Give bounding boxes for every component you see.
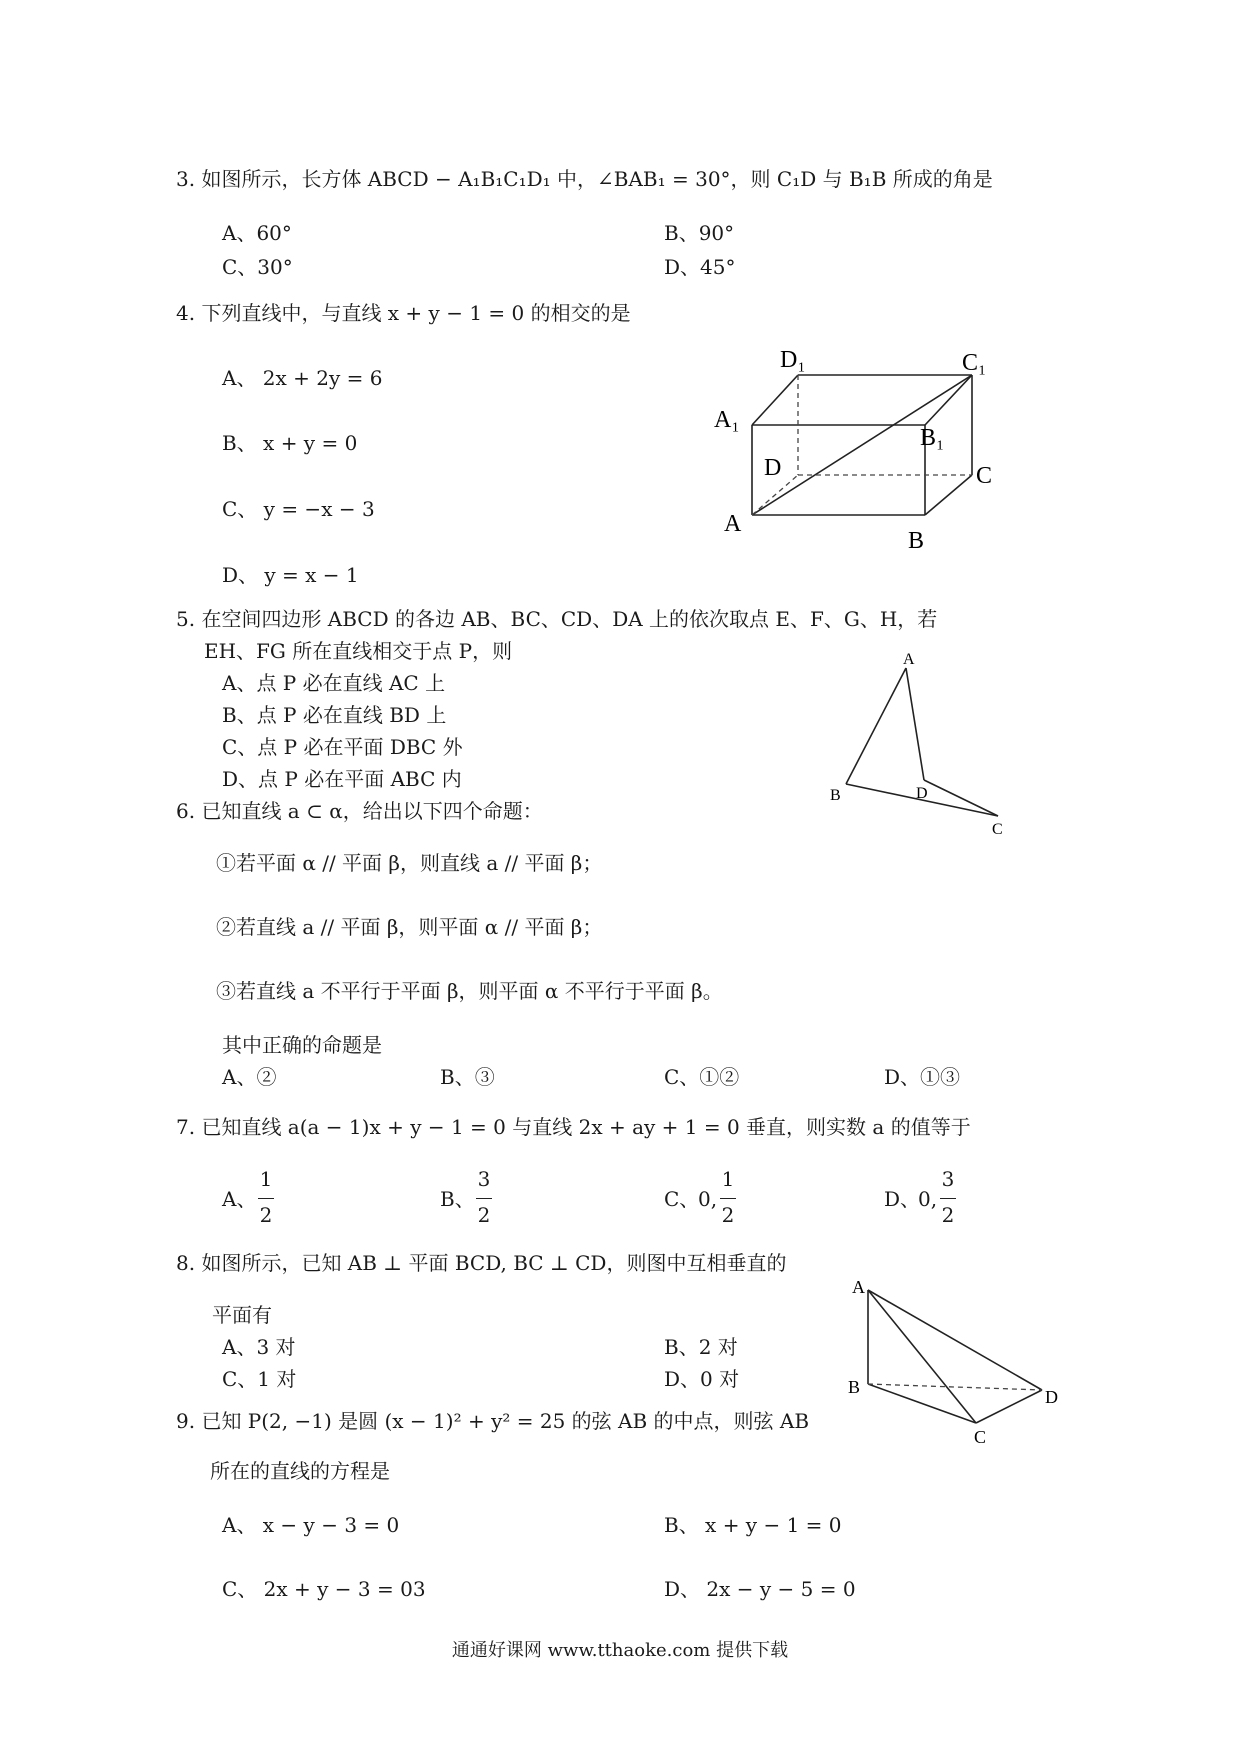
q8-option-c: C、1 对 <box>222 1367 297 1391</box>
tetrahedron-figure <box>840 1275 1070 1450</box>
quad-label-b: B <box>830 787 841 804</box>
q7-option-c-bar <box>720 1198 736 1199</box>
q6-option-d: D、①③ <box>884 1065 961 1089</box>
q6-option-b: B、③ <box>440 1065 495 1089</box>
quad-label-d: D <box>916 785 928 802</box>
q9-stem: 9. 已知 P(2, −1) 是圆 (x − 1)² + y² = 25 的弦 AB 的中点，则弦 AB <box>176 1409 810 1433</box>
q7-option-a-label: A、 <box>222 1187 257 1211</box>
q7-option-b-bar <box>476 1198 492 1199</box>
q4-option-b: B、 x + y = 0 <box>222 431 358 455</box>
q7-option-c-label: C、 <box>664 1187 700 1211</box>
cuboid-label-d1: D₁ <box>780 347 806 373</box>
q6-prop-3: ③若直线 a 不平行于平面 β，则平面 α 不平行于平面 β。 <box>216 979 723 1003</box>
q6-prop-2: ②若直线 a // 平面 β，则平面 α // 平面 β； <box>216 915 603 939</box>
q8-option-b: B、2 对 <box>664 1335 738 1359</box>
cuboid-label-a: A <box>724 511 742 537</box>
q5-option-c: C、点 P 必在平面 DBC 外 <box>222 735 463 759</box>
q7-option-b-num: 3 <box>477 1167 491 1191</box>
q8-stem-line2: 平面有 <box>212 1303 272 1327</box>
q4-option-a: A、 2x + 2y = 6 <box>222 366 383 390</box>
q5-option-d: D、点 P 必在平面 ABC 内 <box>222 767 462 791</box>
q9-option-b: B、 x + y − 1 = 0 <box>664 1513 842 1537</box>
cuboid-label-c: C <box>976 463 993 489</box>
q7-option-c-den: 2 <box>721 1203 735 1227</box>
tetra-label-d: D <box>1045 1387 1058 1407</box>
q7-option-d-pre: 0, <box>918 1187 938 1211</box>
q4-option-d: D、 y = x − 1 <box>222 563 359 587</box>
quad-label-c: C <box>992 821 1003 838</box>
q8-stem: 8. 如图所示，已知 AB ⊥ 平面 BCD, BC ⊥ CD，则图中互相垂直的 <box>176 1251 787 1275</box>
q7-option-a-bar <box>258 1198 274 1199</box>
q6-prop-1: ①若平面 α // 平面 β，则直线 a // 平面 β； <box>216 851 603 875</box>
q9-option-c: C、 2x + y − 3 = 03 <box>222 1577 426 1601</box>
q7-option-d-label: D、 <box>884 1187 921 1211</box>
tetra-label-c: C <box>974 1427 987 1447</box>
q5-stem-line2: EH、FG 所在直线相交于点 P，则 <box>204 639 513 663</box>
q6-option-c: C、①② <box>664 1065 740 1089</box>
q5-option-a: A、点 P 必在直线 AC 上 <box>222 671 446 695</box>
tetra-label-a: A <box>852 1277 865 1297</box>
q7-option-b-label: B、 <box>440 1187 475 1211</box>
quad-label-a: A <box>903 651 915 668</box>
q6-stem: 6. 已知直线 a ⊂ α，给出以下四个命题： <box>176 799 543 823</box>
cuboid-label-a1: A₁ <box>714 407 740 433</box>
q4-option-c: C、 y = −x − 3 <box>222 497 375 521</box>
q7-stem: 7. 已知直线 a(a − 1)x + y − 1 = 0 与直线 2x + ay + 1 = 0 垂直，则实数 a 的值等于 <box>176 1115 971 1139</box>
q7-option-a-num: 1 <box>259 1167 273 1191</box>
q4-stem: 4. 下列直线中，与直线 x + y − 1 = 0 的相交的是 <box>176 301 631 325</box>
q3-option-c: C、30° <box>222 255 293 279</box>
tetra-label-b: B <box>848 1377 861 1397</box>
q7-option-d-den: 2 <box>941 1203 955 1227</box>
page-footer: 通通好课网 www.tthaoke.com 提供下载 <box>451 1640 789 1661</box>
q5-stem-line1: 5. 在空间四边形 ABCD 的各边 AB、BC、CD、DA 上的依次取点 E、F、G、H，若 <box>176 607 938 631</box>
q9-option-d: D、 2x − y − 5 = 0 <box>664 1577 856 1601</box>
q8-option-a: A、3 对 <box>222 1335 296 1359</box>
q6-question: 其中正确的命题是 <box>222 1033 382 1057</box>
cuboid-label-b: B <box>908 528 925 554</box>
q7-option-d-bar <box>940 1198 956 1199</box>
cuboid-label-d: D <box>764 455 782 481</box>
q3-stem: 3. 如图所示，长方体 ABCD − A₁B₁C₁D₁ 中，∠BAB₁ = 30°，则 C₁D 与 B₁B 所成的角是 <box>176 167 993 191</box>
q5-option-b: B、点 P 必在直线 BD 上 <box>222 703 447 727</box>
q9-option-a: A、 x − y − 3 = 0 <box>222 1513 400 1537</box>
q6-option-a: A、② <box>222 1065 277 1089</box>
cuboid-label-b1: B₁ <box>920 425 945 451</box>
q7-option-a-den: 2 <box>259 1203 273 1227</box>
quadrilateral-figure <box>820 650 1020 850</box>
q3-option-b: B、90° <box>664 221 735 245</box>
q7-option-c-pre: 0, <box>698 1187 718 1211</box>
q3-option-d: D、45° <box>664 255 736 279</box>
q9-stem-line2: 所在的直线的方程是 <box>210 1459 390 1483</box>
q7-option-d-num: 3 <box>941 1167 955 1191</box>
cuboid-figure <box>710 345 1010 560</box>
cuboid-label-c1: C₁ <box>962 350 987 376</box>
q8-option-d: D、0 对 <box>664 1367 740 1391</box>
q3-option-a: A、60° <box>222 221 292 245</box>
q7-option-b-den: 2 <box>477 1203 491 1227</box>
q7-option-c-num: 1 <box>721 1167 735 1191</box>
